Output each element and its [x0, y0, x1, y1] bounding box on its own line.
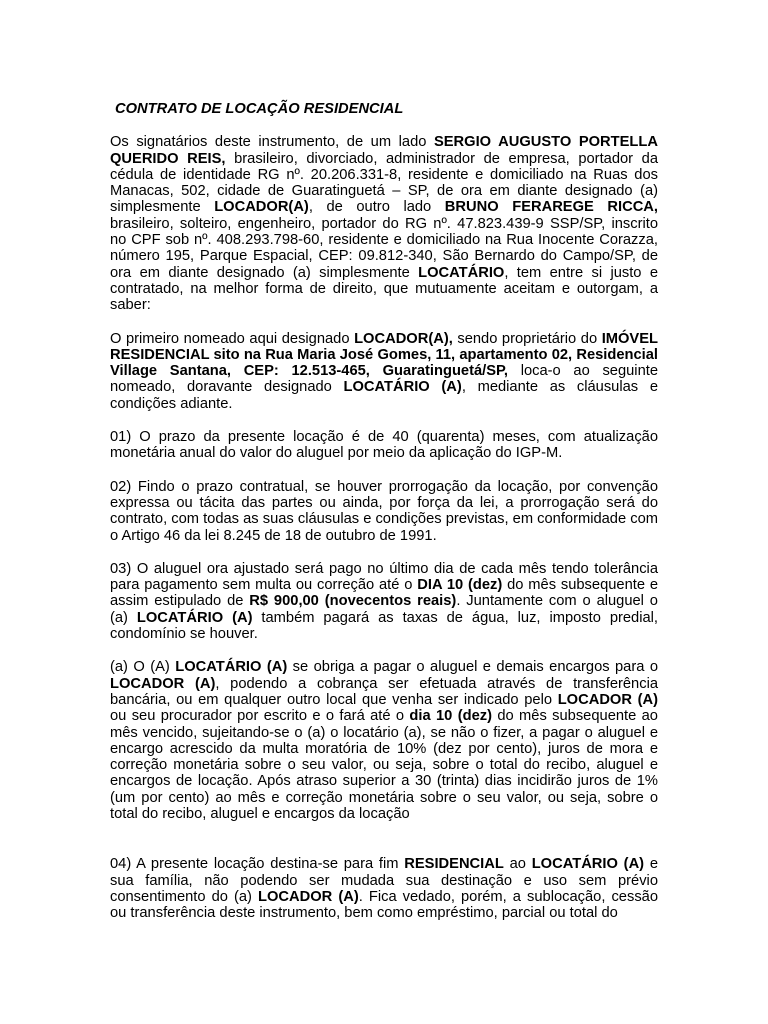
- text-run: , de outro lado: [308, 199, 445, 216]
- paragraph-p3: [110, 429, 658, 462]
- text-run: , mediante as cláusulas e condições adiante.: [110, 379, 658, 412]
- bold-text: SERGIO AUGUSTO PORTELLA QUERIDO REIS,: [110, 134, 658, 167]
- bold-text: LOCATÁRIO: [418, 264, 505, 281]
- bold-text: LOCADOR (A): [258, 888, 359, 905]
- text-run: O primeiro nomeado aqui designado: [110, 330, 355, 347]
- text-run: . Fica vedado, porém, a sublocação, cessão ou transferência deste instrumento, bem como empréstimo, parcial ou total do: [110, 888, 658, 922]
- text-run: . Juntamente com o aluguel o (a): [110, 593, 658, 626]
- text-run: também pagará as taxas de água, luz, imposto predial, condomínio se houver.: [110, 609, 658, 643]
- paragraph-p6: [110, 659, 658, 822]
- document-title: CONTRATO DE LOCAÇÃO RESIDENCIAL: [115, 101, 404, 117]
- text-run: sendo proprietário do: [452, 330, 602, 347]
- bold-text: LOCADOR (A): [557, 691, 659, 708]
- bold-text: RESIDENCIAL: [404, 856, 504, 873]
- bold-text: LOCADOR(A): [214, 199, 309, 216]
- text-run: 03) O aluguel ora ajustado será pago no último dia de cada mês tendo tolerância para pagamento sem multa ou correção até o: [110, 560, 658, 594]
- paragraph-p4: [110, 479, 658, 544]
- text-run: 02) Findo o prazo contratual, se houver prorrogação da locação, por convenção expressa ou tácita das partes ou ainda, por força da lei, a prorrogação será do contrato, com todas as suas cláusulas e condições previstas, em conformidade com o Artigo 46 da lei 8.245 de 18 de outubro de 1991.: [110, 478, 658, 544]
- text-run: loca-o ao seguinte nomeado, doravante designado: [110, 363, 658, 396]
- text-run: ao: [503, 856, 532, 873]
- bold-text: LOCATÁRIO (A): [175, 659, 288, 676]
- bold-text: IMÓVEL RESIDENCIAL sito na Rua Maria José Gomes, 11, apartamento 02, Residencial Village Santana, CEP: 12.513-465, Guaratinguetá/SP,: [110, 330, 658, 380]
- bold-text: R$ 900,00 (novecentos reais): [249, 593, 457, 610]
- text-run: se obriga a pagar o aluguel e demais encargos para o: [287, 659, 658, 676]
- bold-text: LOCADOR(A),: [354, 330, 453, 347]
- bold-text: dia 10 (dez): [409, 708, 492, 725]
- paragraph-p1: [110, 134, 658, 313]
- bold-text: DIA 10 (dez): [417, 577, 503, 594]
- bold-text: LOCATÁRIO (A): [136, 609, 253, 626]
- document-body: [110, 101, 658, 921]
- paragraph-p5: [110, 561, 658, 642]
- text-run: , tem entre si justo e contratado, na melhor forma de direito, que mutuamente aceitam e outorgam, a saber:: [110, 264, 658, 314]
- text-run: do mês subsequente ao mês vencido, sujeitando-se o (a) o locatário (a), se não o fizer, a pagar o aluguel e encargo acrescido da multa moratória de 10% (dez por cento), juros de mora e correção monetária sobre o seu valor, ou seja, sobre o total do recibo, aluguel e encargos de locação. Após atraso superior a 30 (trinta) dias incidirão juros de 1% (um por cento) ao mês e correção monetária sobre o seu valor, ou seja, sobre o total do recibo, aluguel e encargos da locação: [110, 708, 658, 822]
- text-run: 01) O prazo da presente locação é de 40 (quarenta) meses, com atualização monetária anual do valor do aluguel por meio da aplicação do IGP-M.: [110, 429, 658, 462]
- text-run: do mês subsequente e assim estipulado de: [110, 577, 658, 610]
- bold-text: LOCATÁRIO (A): [531, 856, 645, 873]
- paragraph-list: [110, 134, 658, 921]
- bold-text: LOCATÁRIO (A): [343, 379, 462, 396]
- bold-text: LOCADOR (A): [110, 675, 216, 692]
- text-run: (a) O (A): [110, 659, 176, 676]
- text-run: Os signatários deste instrumento, de um lado: [110, 134, 434, 151]
- text-run: , podendo a cobrança ser efetuada através de transferência bancária, ou em qualquer outro local que venha ser indicado pelo: [110, 675, 659, 708]
- text-run: ou seu procurador por escrito e o fará até o: [110, 708, 410, 725]
- paragraph-p2: [110, 331, 658, 412]
- text-run: brasileiro, solteiro, engenheiro, portador do RG nº. 47.823.439-9 SSP/SP, inscrito no CPF sob nº. 408.293.798-60, residente e domiciliado na Rua Inocente Corazza, número 195, Parque Espacial, CEP: 09.812-340, São Bernardo do Campo/SP, de ora em diante designado (a) simplesmente: [110, 215, 658, 281]
- text-run: e sua família, não podendo ser mudada sua destinação e uso sem prévio consentimento do (a): [110, 856, 659, 905]
- text-run: brasileiro, divorciado, administrador de empresa, portador da cédula de identidade RG nº. 20.206.331-8, residente e domiciliado na Ruas dos Manacas, 502, cidade de Guaratinguetá – SP, de ora em diante designado (a) simplesmente: [110, 150, 658, 216]
- bold-text: BRUNO FERAREGE RICCA,: [444, 199, 658, 216]
- paragraph-p7: [110, 856, 658, 921]
- text-run: 04) A presente locação destina-se para fim: [110, 856, 405, 873]
